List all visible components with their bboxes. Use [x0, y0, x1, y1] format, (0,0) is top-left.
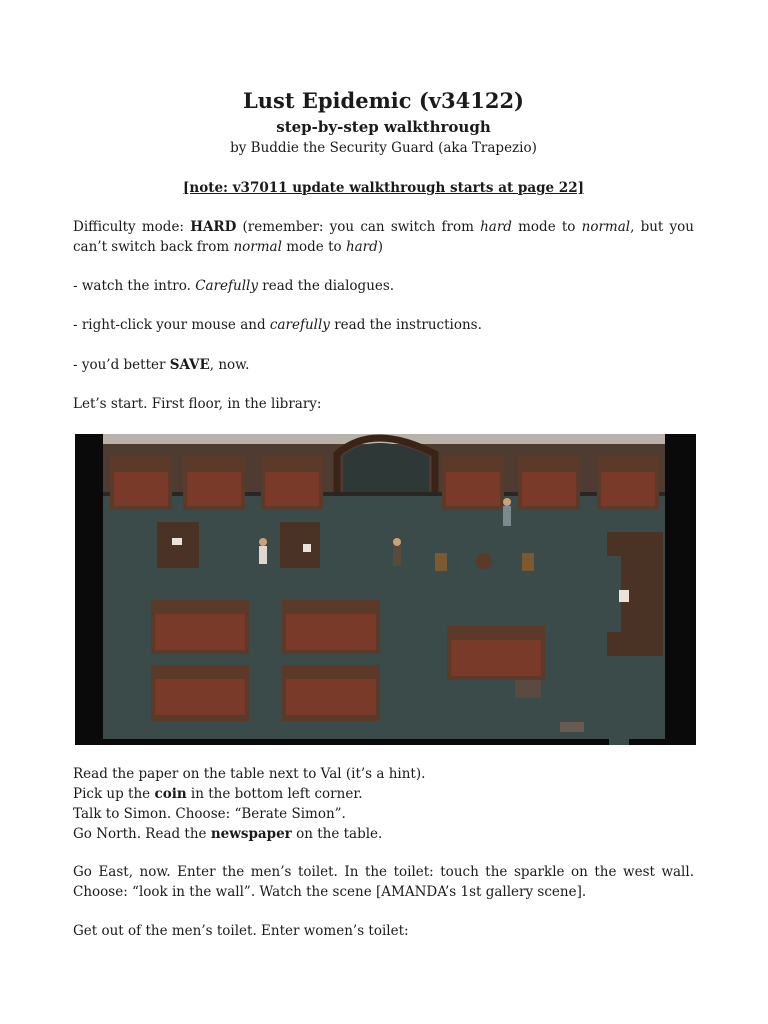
text-run: Difficulty mode: — [73, 219, 191, 235]
text-run: , but you can’t switch back from — [73, 219, 694, 255]
exit-gap — [609, 732, 629, 745]
coin-keyword: coin — [154, 786, 187, 802]
step-line — [73, 824, 694, 844]
emphasis: normal — [233, 239, 282, 255]
text-run: Pick up the — [73, 786, 155, 802]
emphasis: hard — [480, 219, 512, 235]
step-line: Talk to Simon. Choose: “Berate Simon”. — [73, 806, 346, 822]
exit-paragraph: Get out of the men’s toilet. Enter women’s toilet: — [73, 923, 409, 939]
cart — [515, 680, 541, 698]
character-val — [259, 538, 267, 564]
rightclick-paragraph — [73, 315, 694, 335]
difficulty-value: HARD — [190, 219, 237, 235]
save-keyword: SAVE — [169, 357, 210, 373]
text-run: in the bottom left corner. — [186, 786, 363, 802]
reading-table-center — [280, 522, 320, 568]
text-run: ) — [377, 239, 384, 255]
update-note: [note: v37011 update walkthrough starts at page 22] — [183, 180, 584, 196]
text-run: - you’d better — [73, 357, 170, 373]
character-simon — [393, 538, 401, 566]
difficulty-paragraph — [73, 217, 694, 257]
emphasis: hard — [345, 239, 378, 255]
newspaper-on-table — [303, 544, 311, 552]
paper-on-table — [172, 538, 182, 545]
text-run: read the instructions. — [329, 317, 482, 333]
emphasis: Carefully — [195, 278, 258, 294]
text-run: Go North. Read the — [73, 826, 211, 842]
newspaper-keyword: newspaper — [210, 826, 292, 842]
library-screenshot — [75, 434, 696, 745]
bench — [560, 722, 584, 732]
text-run: - right-click your mouse and — [73, 317, 270, 333]
start-paragraph: Let’s start. First floor, in the library: — [73, 396, 322, 412]
intro-paragraph — [73, 276, 694, 296]
emphasis: normal — [581, 219, 631, 235]
character-librarian — [503, 498, 511, 526]
emphasis: carefully — [269, 317, 330, 333]
steps-paragraph — [73, 764, 694, 844]
step-line: Read the paper on the table next to Val (it’s a hint). — [73, 766, 426, 782]
east-paragraph: Go East, now. Enter the men’s toilet. In the toilet: touch the sparkle on the west wall. Choose: “look in the wall”. Watch the scene [AMANDA’s 1st gallery scene]. — [73, 864, 694, 900]
text-run: (remember: you can switch from — [236, 219, 481, 235]
text-run: mode to — [281, 239, 346, 255]
armchair — [435, 553, 447, 571]
text-run: mode to — [511, 219, 582, 235]
text-run: - watch the intro. — [73, 278, 196, 294]
document-subtitle: step-by-step walkthrough — [276, 118, 491, 136]
text-run: read the dialogues. — [257, 278, 395, 294]
armchair — [522, 553, 534, 571]
document-byline: by Buddie the Security Guard (aka Trapezio) — [230, 140, 537, 156]
text-run: , now. — [209, 357, 250, 373]
desk-papers — [619, 590, 629, 602]
text-run: on the table. — [291, 826, 383, 842]
document-title: Lust Epidemic (v34122) — [242, 88, 524, 113]
step-line — [73, 784, 694, 804]
round-table — [476, 553, 492, 569]
save-paragraph — [73, 355, 694, 375]
